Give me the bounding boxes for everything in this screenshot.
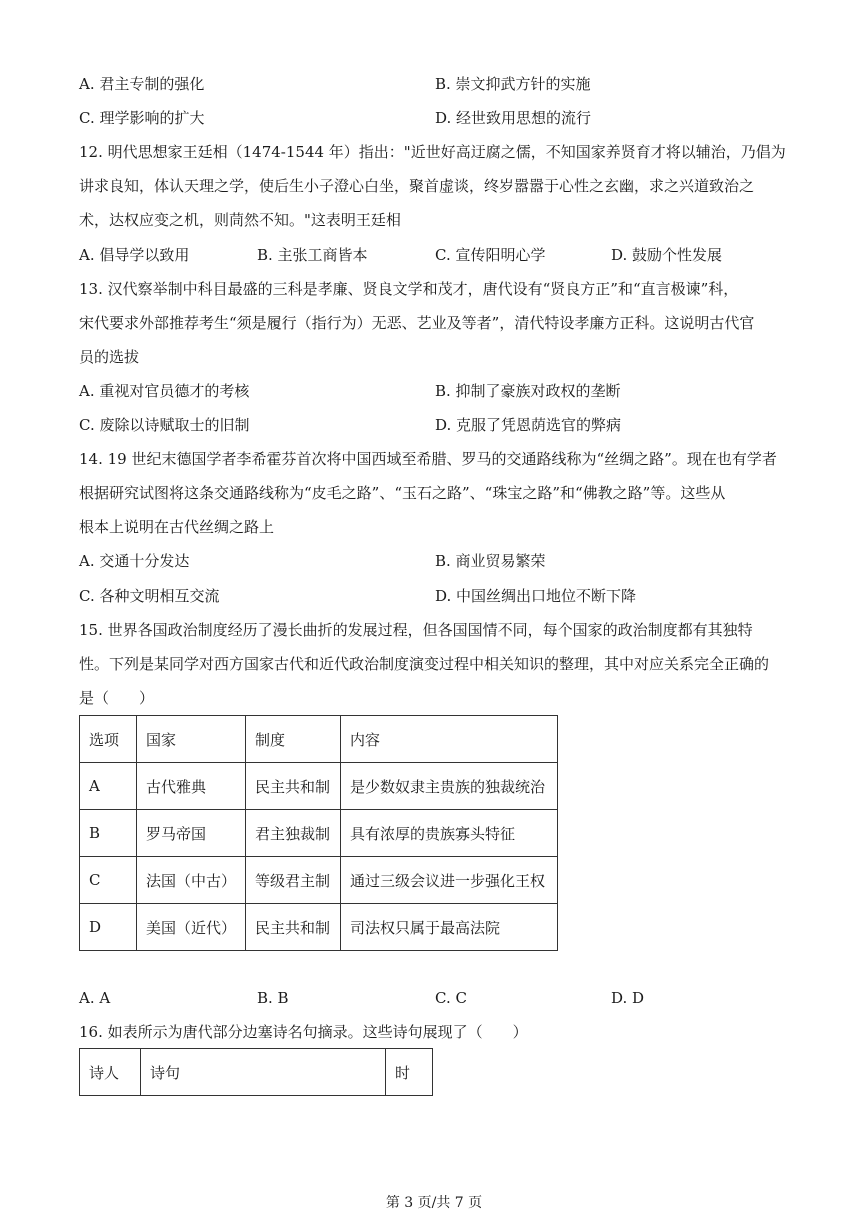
q12-option-b: B. 主张工商皆本 [257,246,368,264]
table-cell: 司法权只属于最高法院 [341,904,558,951]
q15-stem-line-2: 性。下列是某同学对西方国家古代和近代政治制度演变过程中相关知识的整理，其中对应关系完全正确的 [79,655,770,673]
q14-option-c: C. 各种文明相互交流 [79,587,220,605]
table-cell: 君主独裁制 [246,810,341,857]
q13-option-c: C. 废除以诗赋取士的旧制 [79,416,250,434]
q15-option-c: C. C [435,989,467,1007]
table-cell: 具有浓厚的贵族寡头特征 [341,810,558,857]
table-cell: D [80,904,137,951]
table-row [80,763,558,810]
q12-option-c: C. 宣传阳明心学 [435,246,546,264]
q15-stem-line-1: 15. 世界各国政治制度经历了漫长曲折的发展过程，但各国国情不同，每个国家的政治制度都有其独特 [79,621,753,639]
q12-option-a: A. 倡导学以致用 [79,246,190,264]
q12-stem-line-2: 讲求良知，体认天理之学，使后生小子澄心白坐，聚首虚谈，终岁嚣嚣于心性之玄幽，求之兴道致治之 [79,177,755,195]
q12-stem-line-1: 12. 明代思想家王廷相（1474-1544 年）指出："近世好高迂腐之儒，不知国家养贤育才将以辅治，乃倡为 [79,143,786,161]
table-cell: 民主共和制 [246,904,341,951]
table-row [80,810,558,857]
q14-stem-line-2: 根据研究试图将这条交通路线称为“皮毛之路”、“玉石之路”、“珠宝之路”和“佛教之路”等。这些从 [79,484,726,502]
table-cell: B [80,810,137,857]
table-header-cell: 时 [386,1049,433,1096]
q14-stem-line-1: 14. 19 世纪末德国学者李希霍芬首次将中国西域至希腊、罗马的交通路线称为“丝绸之路”。现在也有学者 [79,450,777,468]
table-row [80,904,558,951]
table-cell: 是少数奴隶主贵族的独裁统治 [341,763,558,810]
q13-stem-line-1: 13. 汉代察举制中科目最盛的三科是孝廉、贤良文学和茂才，唐代设有“贤良方正”和“直言极谏”科， [79,280,739,298]
q15-stem-line-3: 是（ ） [79,689,155,707]
q13-option-a: A. 重视对官员德才的考核 [79,382,250,400]
q14-option-d: D. 中国丝绸出口地位不断下降 [435,587,637,605]
q12-stem-line-3: 术，达权应变之机，则茼然不知。"这表明王廷相 [79,211,401,229]
table-cell: 美国（近代） [137,904,246,951]
table-header-cell: 制度 [246,716,341,763]
q15-option-b: B. B [257,989,289,1007]
table-cell: 法国（中古） [137,857,246,904]
q15-option-a: A. A [79,989,111,1007]
q16-stem: 16. 如表所示为唐代部分边塞诗名句摘录。这些诗句展现了（ ） [79,1023,528,1041]
table-row [80,857,558,904]
q11-option-a: A. 君主专制的强化 [79,75,205,93]
q14-stem-line-3: 根本上说明在古代丝绸之路上 [79,518,275,536]
q14-option-b: B. 商业贸易繁荣 [435,552,546,570]
q13-option-d: D. 克服了凭恩荫选官的弊病 [435,416,622,434]
table-header-cell: 国家 [137,716,246,763]
table-cell: 等级君主制 [246,857,341,904]
q12-option-d: D. 鼓励个性发展 [611,246,723,264]
page-footer: 第 3 页/共 7 页 [385,1195,483,1211]
q11-option-b: B. 崇文抑武方针的实施 [435,75,591,93]
table-header-cell: 内容 [341,716,558,763]
table-header-row [80,1049,433,1096]
q14-option-a: A. 交通十分发达 [79,552,190,570]
table-header-cell: 诗句 [141,1049,386,1096]
table-cell: C [80,857,137,904]
table-cell: A [80,763,137,810]
table-cell: 民主共和制 [246,763,341,810]
table-cell: 古代雅典 [137,763,246,810]
table-header-cell: 诗人 [80,1049,141,1096]
q15-option-d: D. D [611,989,645,1007]
q13-option-b: B. 抑制了豪族对政权的垄断 [435,382,621,400]
table-header-row [80,716,558,763]
q13-stem-line-2: 宋代要求外部推荐考生“须是履行（指行为）无恶、艺业及等者”，清代特设孝廉方正科。这说明古代官 [79,314,755,332]
table-cell: 通过三级会议进一步强化王权 [341,857,558,904]
q15-table [79,715,558,951]
q11-option-d: D. 经世致用思想的流行 [435,109,592,127]
table-header-cell: 选项 [80,716,137,763]
q11-option-c: C. 理学影响的扩大 [79,109,205,127]
q16-table [79,1048,433,1096]
q13-stem-line-3: 员的选拔 [79,348,140,366]
table-cell: 罗马帝国 [137,810,246,857]
